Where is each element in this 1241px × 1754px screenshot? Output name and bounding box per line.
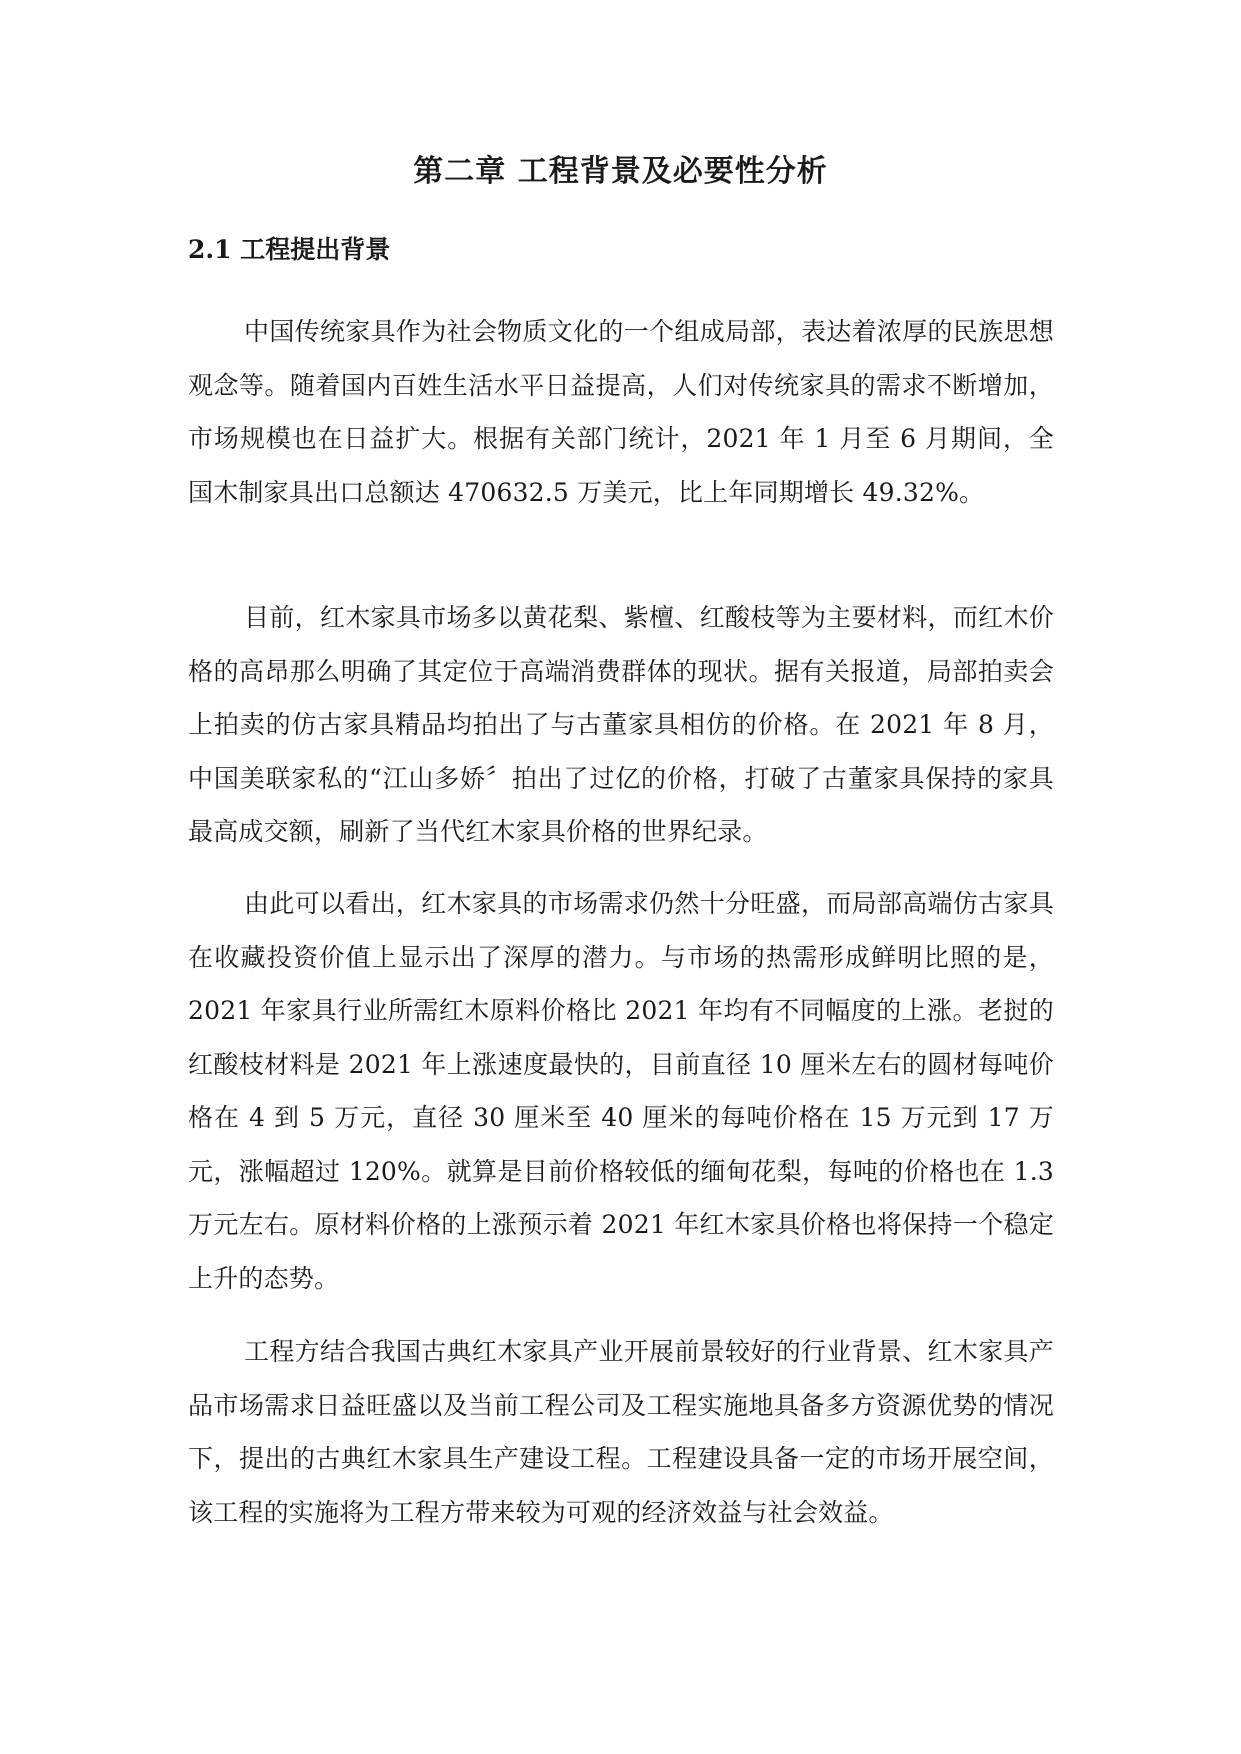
paragraph-market-background: 中国传统家具作为社会物质文化的一个组成局部，表达着浓厚的民族思想观念等。随着国内百姓生活水平日益提高，人们对传统家具的需求不断增加，市场规模也在日益扩大。根据有关部门统计，2021 年 1 月至 6 月期间，全国木制家具出口总额达 470632.5 万美元，比上年同期增长 49.32%。 [188,317,1054,507]
paragraph-redwood-pricing: 目前，红木家具市场多以黄花梨、紫檀、红酸枝等为主要材料，而红木价格的高昂那么明确了其定位于高端消费群体的现状。据有关报道，局部拍卖会上拍卖的仿古家具精品均拍出了与古董家具相仿的价格。在 2021 年 8 月，中国美联家私的“江山多娇〞拍出了过亿的价格，打破了古董家具保持的家具最高成交额，刷新了当代红木家具价格的世界纪录。 [188,603,1054,846]
section-heading: 2.1 工程提出背景 [188,235,391,264]
paragraph-market-demand: 由此可以看出，红木家具的市场需求仍然十分旺盛，而局部高端仿古家具在收藏投资价值上显示出了深厚的潜力。与市场的热需形成鲜明比照的是，2021 年家具行业所需红木原料价格比 2021 年均有不同幅度的上涨。老挝的红酸枝材料是 2021 年上涨速度最快的，目前直径 10 厘米左右的圆材每吨价格在 4 到 5 万元，直径 30 厘米至 40 厘米的每吨价格在 15 万元到 17 万元，涨幅超过 120%。就算是目前价格较低的缅甸花梨，每吨的价格也在 1.3 万元左右。原材料价格的上涨预示着 2021 年红木家具价格也将保持一个稳定上升的态势。 [188,889,1054,1293]
paragraph-project-proposal: 工程方结合我国古典红木家具产业开展前景较好的行业背景、红木家具产品市场需求日益旺盛以及当前工程公司及工程实施地具备多方资源优势的情况下，提出的古典红木家具生产建设工程。工程建设具备一定的市场开展空间，该工程的实施将为工程方带来较为可观的经济效益与社会效益。 [188,1337,1054,1527]
chapter-title: 第二章 工程背景及必要性分析 [413,154,828,189]
